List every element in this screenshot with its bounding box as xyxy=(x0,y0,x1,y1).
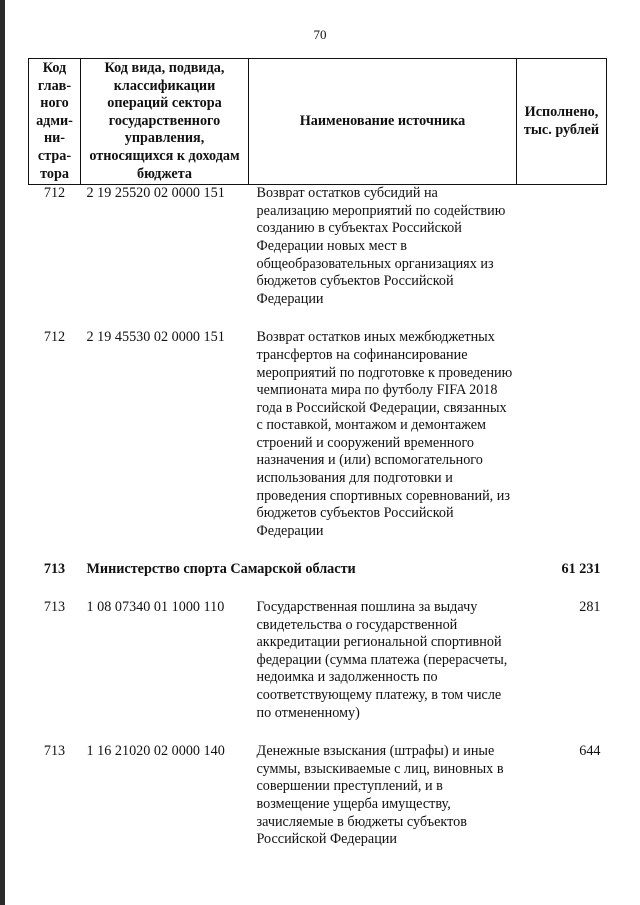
revenue-table xyxy=(28,58,607,849)
source-name: Возврат остатков иных межбюджетных трансфертов на софинансирование мероприятий по подготовке к проведению чемпионата мира по футболу FIFA 2018 года в Российской Федерации, связанных с поставкой, монтажом и демонтажем строений и сооружений временного назначения и (или) вспомогательного использования для подготовки и проведения спортивных соревнований, из бюджетов субъектов Российской Федерации xyxy=(256,329,513,539)
admin-code: 712 xyxy=(43,185,66,202)
header-classification-code: Код вида, подвида, классификации операций сектора государственного управления, относящихся к доходам бюджета xyxy=(81,59,249,185)
admin-code: 712 xyxy=(43,329,66,346)
executed-amount xyxy=(517,185,607,309)
header-source-name: Наименование источника xyxy=(249,59,517,185)
classification-code: 1 16 21020 02 0000 140 xyxy=(86,743,225,760)
admin-code: 713 xyxy=(43,599,66,616)
executed-amount xyxy=(517,329,607,540)
header-executed-amount: Исполнено, тыс. рублей xyxy=(517,59,607,185)
section-row xyxy=(29,561,607,579)
header-admin-code: Код глав-ного адми-ни-стра-тора xyxy=(29,59,81,185)
source-name: Денежные взыскания (штрафы) и иные суммы, взыскиваемые с лиц, виновных в совершении преступлений, и в возмещение ущерба имуществу, зачисляемые в бюджеты субъектов Российской Федерации xyxy=(256,743,504,848)
classification-code: 2 19 25520 02 0000 151 xyxy=(86,185,225,202)
source-name: Государственная пошлина за выдачу свидетельства о государственной аккредитации региональной спортивной федерации (сумма платежа (перерасчеты, недоимка и задолженность по соответствующему платежу, в том числе по отмененному) xyxy=(256,599,508,721)
table-row xyxy=(29,329,607,540)
scan-edge xyxy=(0,0,5,905)
executed-amount: 281 xyxy=(579,599,601,616)
classification-code: 2 19 45530 02 0000 151 xyxy=(86,329,225,346)
table-header-row xyxy=(29,59,607,185)
executed-amount: 644 xyxy=(579,743,601,760)
admin-code: 713 xyxy=(43,561,66,578)
ministry-title: Министерство спорта Самарской области xyxy=(86,561,356,578)
table-row xyxy=(29,185,607,309)
admin-code: 713 xyxy=(43,743,66,760)
page-number: 70 xyxy=(313,27,327,42)
table-row xyxy=(29,743,607,849)
classification-code: 1 08 07340 01 1000 110 xyxy=(86,599,225,616)
source-name: Возврат остатков субсидий на реализацию мероприятий по содействию созданию в субъектах Российской Федерации новых мест в общеобразовательных организациях из бюджетов субъектов Российской Федерации xyxy=(256,185,506,307)
executed-amount: 61 231 xyxy=(561,561,601,578)
table-row xyxy=(29,599,607,722)
